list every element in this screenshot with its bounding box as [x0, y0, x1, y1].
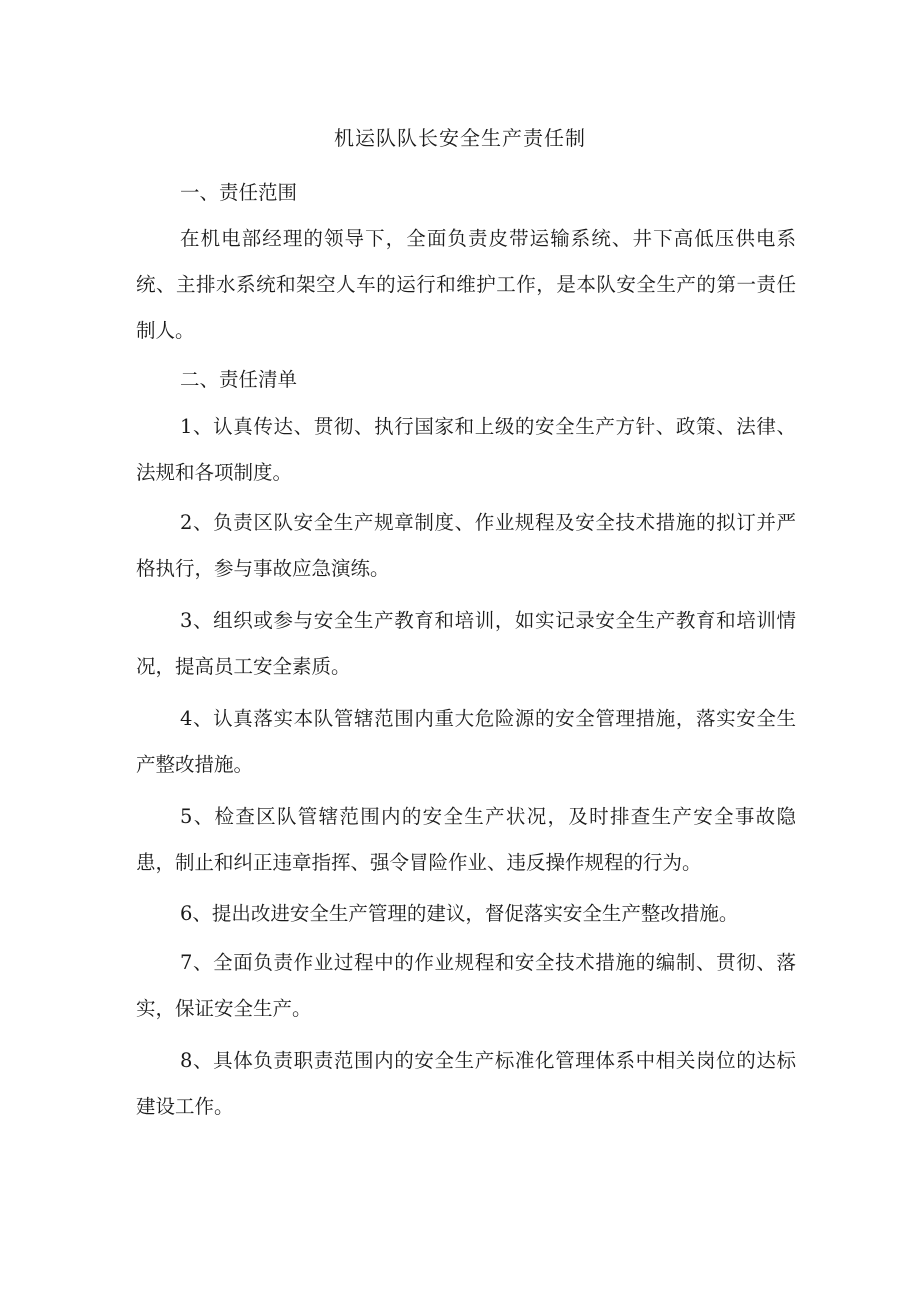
list-item-4: 4、认真落实本队管辖范围内重大危险源的安全管理措施，落实安全生产整改措施。 — [136, 707, 796, 776]
list-item-8: 8、具体负责职责范围内的安全生产标准化管理体系中相关岗位的达标建设工作。 — [136, 1049, 796, 1118]
list-item-3: 3、组织或参与安全生产教育和培训，如实记录安全生产教育和培训情况，提高员工安全素质。 — [136, 609, 796, 678]
list-item-7: 7、全面负责作业过程中的作业规程和安全技术措施的编制、贯彻、落实，保证安全生产。 — [136, 951, 796, 1020]
page-title: 机运队队长安全生产责任制 — [334, 126, 586, 150]
scope-paragraph: 在机电部经理的领导下，全面负责皮带运输系统、井下高低压供电系统、主排水系统和架空人车的运行和维护工作，是本队安全生产的第一责任制人。 — [136, 227, 796, 342]
list-item-6: 6、提出改进安全生产管理的建议，督促落实安全生产整改措施。 — [180, 902, 739, 925]
list-item-2: 2、负责区队安全生产规章制度、作业规程及安全技术措施的拟订并严格执行，参与事故应急演练。 — [136, 511, 796, 580]
section-heading-list: 二、责任清单 — [180, 368, 298, 391]
section-heading-scope: 一、责任范围 — [180, 181, 298, 204]
list-item-1: 1、认真传达、贯彻、执行国家和上级的安全生产方针、政策、法律、法规和各项制度。 — [136, 415, 796, 484]
list-item-5: 5、检查区队管辖范围内的安全生产状况，及时排查生产安全事故隐患，制止和纠正违章指挥、强令冒险作业、违反操作规程的行为。 — [136, 805, 796, 874]
